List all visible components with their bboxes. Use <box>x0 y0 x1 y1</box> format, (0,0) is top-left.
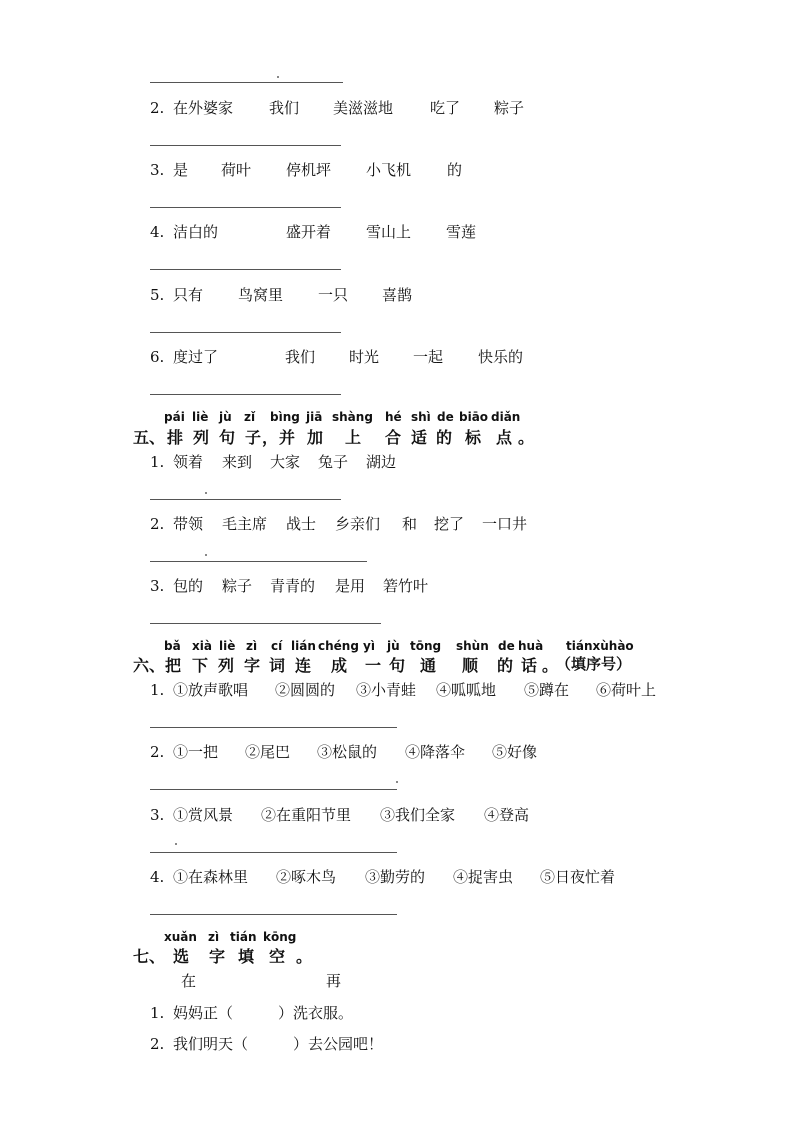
answer-line[interactable] <box>150 914 397 915</box>
word-card: 粽子 <box>494 99 525 117</box>
word-card: 雪莲 <box>446 223 477 241</box>
section-number: 六、 <box>133 656 166 675</box>
answer-line[interactable] <box>150 394 341 395</box>
fill-blank-text: 妈妈正（ ）洗衣服。 <box>173 1004 354 1022</box>
word-card: 在外婆家 <box>173 99 234 117</box>
answer-line[interactable] <box>150 145 341 146</box>
word-card: ⑤蹲在 <box>524 681 570 699</box>
word-card: 一只 <box>318 286 349 304</box>
section-6-heading: 六、 把 下 列 字 词 连 成 一 句 通 顺 的 话 。 （填序号） <box>133 655 632 675</box>
word-card: ③我们全家 <box>380 806 456 824</box>
answer-line[interactable] <box>150 623 381 624</box>
section-hint: （填序号） <box>556 655 632 673</box>
word-card: ③勤劳的 <box>365 868 426 886</box>
word-card: 和 <box>402 515 418 533</box>
word-card: 时光 <box>349 348 380 366</box>
word-card: 停机坪 <box>286 161 332 179</box>
word-card: 挖了 <box>434 515 465 533</box>
word-card: ①放声歌唱 <box>173 681 249 699</box>
item-number: 2. <box>150 99 165 117</box>
section-7-heading: 七、 选 字 填 空 。 <box>0 944 794 964</box>
section-5-pinyin: pái liè jù zǐ bìng jiā shàng hé shì de biāo diǎn <box>164 410 521 424</box>
section-number: 五、 <box>133 428 166 447</box>
item-number: 5. <box>150 286 165 304</box>
word-card: ⑤好像 <box>492 743 538 761</box>
section-7-pinyin: xuǎn zì tián kōng <box>164 930 297 944</box>
option-word: 在 <box>181 972 197 990</box>
word-card: 包的 <box>173 577 204 595</box>
word-card: ②啄木鸟 <box>276 868 337 886</box>
answer-line[interactable] <box>150 82 343 83</box>
item-number: 3. <box>150 577 165 595</box>
word-card: ⑤日夜忙着 <box>540 868 616 886</box>
word-card: 来到 <box>222 453 253 471</box>
word-card: 美滋滋地 <box>333 99 394 117</box>
word-card: ②在重阳节里 <box>261 806 352 824</box>
item-number: 1. <box>150 453 165 471</box>
word-card: ①赏风景 <box>173 806 234 824</box>
answer-line[interactable] <box>150 727 397 728</box>
word-card: ②尾巴 <box>245 743 291 761</box>
word-card: 带领 <box>173 515 204 533</box>
item-number: 3. <box>150 806 165 824</box>
answer-line[interactable] <box>150 207 341 208</box>
word-card: 一口井 <box>482 515 528 533</box>
word-card: 只有 <box>173 286 204 304</box>
answer-line[interactable] <box>150 269 341 270</box>
word-card: 大家 <box>270 453 301 471</box>
word-card: 是 <box>173 161 189 179</box>
fill-blank-text: 我们明天（ ）去公园吧！ <box>173 1035 384 1053</box>
answer-line[interactable] <box>150 332 341 333</box>
word-card: 湖边 <box>366 453 397 471</box>
item-number: 2. <box>150 515 165 533</box>
word-card: ①一把 <box>173 743 219 761</box>
answer-line[interactable] <box>150 852 397 853</box>
word-card: ④降落伞 <box>405 743 466 761</box>
word-card: 乡亲们 <box>335 515 381 533</box>
word-card: 吃了 <box>430 99 461 117</box>
word-card: 一起 <box>413 348 444 366</box>
item-number: 1. <box>150 681 165 699</box>
word-card: 箬竹叶 <box>383 577 429 595</box>
word-card: 兔子 <box>318 453 349 471</box>
word-card: 是用 <box>335 577 366 595</box>
word-card: 青青的 <box>270 577 316 595</box>
section-5-heading: 五、 排 列 句 子 ， 并 加 上 合 适 的 标 点 。 <box>0 425 794 445</box>
item-number: 2. <box>150 1035 165 1053</box>
answer-line[interactable] <box>150 499 341 500</box>
word-card: ④呱呱地 <box>436 681 497 699</box>
word-card: ③松鼠的 <box>317 743 378 761</box>
item-number: 4. <box>150 223 165 241</box>
word-card: 的 <box>447 161 463 179</box>
answer-line[interactable] <box>150 789 397 790</box>
word-card: 我们 <box>285 348 316 366</box>
item-number: 3. <box>150 161 165 179</box>
word-card: 盛开着 <box>286 223 332 241</box>
section-6-pinyin: bǎ xià liè zì cí lián chéng yì jù tōng shùn de huà tiánxùhào <box>164 639 634 653</box>
answer-line[interactable] <box>150 561 367 562</box>
word-card: ④登高 <box>484 806 530 824</box>
word-card: 小飞机 <box>366 161 412 179</box>
word-card: ③小青蛙 <box>356 681 417 699</box>
word-card: 雪山上 <box>366 223 412 241</box>
word-card: 洁白的 <box>173 223 219 241</box>
item-number: 6. <box>150 348 165 366</box>
word-card: ⑥荷叶上 <box>596 681 657 699</box>
item-number: 4. <box>150 868 165 886</box>
word-card: 荷叶 <box>221 161 252 179</box>
word-card: ①在森林里 <box>173 868 249 886</box>
item-number: 2. <box>150 743 165 761</box>
item-number: 1. <box>150 1004 165 1022</box>
word-card: 我们 <box>269 99 300 117</box>
word-card: 快乐的 <box>478 348 524 366</box>
word-card: 粽子 <box>222 577 253 595</box>
word-card: 喜鹊 <box>382 286 413 304</box>
word-card: 战士 <box>286 515 317 533</box>
word-card: 度过了 <box>173 348 219 366</box>
word-card: 领着 <box>173 453 204 471</box>
word-card: ②圆圆的 <box>275 681 336 699</box>
word-card: ④捉害虫 <box>453 868 514 886</box>
word-card: 毛主席 <box>222 515 268 533</box>
word-card: 鸟窝里 <box>238 286 284 304</box>
section-number: 七、 <box>133 947 166 966</box>
option-word: 再 <box>326 972 342 990</box>
